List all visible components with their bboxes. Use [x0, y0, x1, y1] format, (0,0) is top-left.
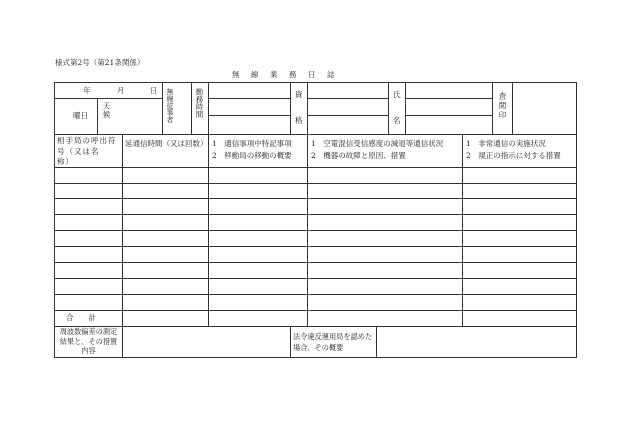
hours-label: 勤務時間 — [195, 88, 204, 118]
weather-label: 天候 — [102, 102, 111, 119]
qualification-label-2: 格 — [295, 116, 303, 125]
total-label: 合 計 — [66, 313, 96, 322]
form-label: 様式第2号（第21条関係） — [55, 58, 145, 67]
qualification-label-1: 資 — [295, 90, 303, 99]
freq-deviation-label: 周波数偏差の測定結果と、その措置内容 — [59, 327, 118, 356]
inspector-seal-label: 査閲印 — [498, 92, 507, 121]
notes-header-item-1: 1 通信事項中特記事項 — [212, 139, 292, 148]
emergency-header-item-2: 2 規正の指示に対する措置 — [466, 151, 561, 160]
name-label-1: 氏 — [393, 90, 401, 99]
page-title: 無 線 業 務 日 誌 — [232, 70, 337, 79]
name-label-2: 名 — [393, 116, 401, 125]
year-label: 年 — [83, 86, 91, 95]
callsign-column-header: 相手局の呼出符号（又は名 称） — [57, 136, 117, 166]
operator-label: 無線従事者 — [166, 88, 174, 123]
notes-header-item-2: 2 移動局の移動の概要 — [212, 151, 292, 160]
duration-column-header: 延通信時間（又は回数） — [125, 139, 208, 148]
emergency-header-item-1: 1 非常通信の実施状況 — [466, 139, 546, 148]
journal-table — [54, 82, 577, 358]
violation-label: 法令違反運用局を認めた場合、その概要 — [293, 332, 373, 352]
month-label: 月 — [117, 86, 125, 95]
weekday-label: 曜日 — [73, 111, 88, 120]
conditions-header-item-1: 1 空電混信受信感度の減退等通信状況 — [311, 139, 444, 148]
conditions-header-item-2: 2 機器の故障と原因、措置 — [311, 151, 406, 160]
day-label: 日 — [150, 86, 158, 95]
